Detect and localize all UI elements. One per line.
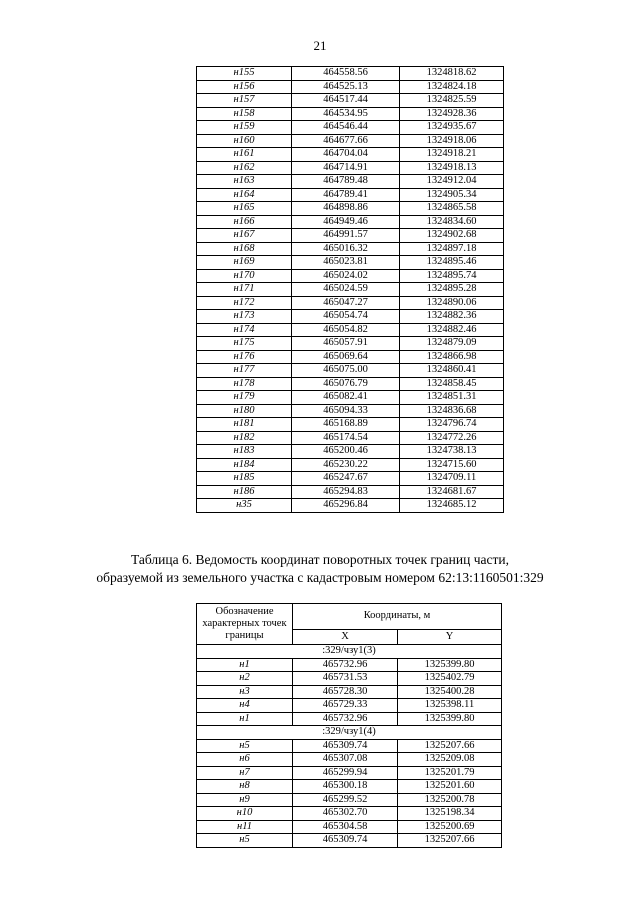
y-coordinate: 1324681.67 [400,485,504,499]
y-coordinate: 1324895.74 [400,269,504,283]
table-row [197,107,504,121]
table-row [197,337,504,351]
point-label: н179 [197,391,292,405]
header-point-designation: Обозначение характерных точек границы [197,604,293,645]
y-coordinate: 1324882.36 [400,310,504,324]
x-coordinate: 465296.84 [292,499,400,513]
x-coordinate: 465299.94 [293,766,398,780]
point-label: н178 [197,377,292,391]
y-coordinate: 1325201.60 [398,780,502,794]
section-row [197,645,502,659]
table-row [197,672,502,686]
point-label: н175 [197,337,292,351]
y-coordinate: 1325207.66 [398,739,502,753]
header-coordinates: Координаты, м [293,604,502,630]
table-row [197,269,504,283]
table-row [197,404,504,418]
caption-line-1: Таблица 6. Ведомость координат поворотных точек границ части, [131,552,509,567]
point-label: н167 [197,229,292,243]
table-row [197,310,504,324]
y-coordinate: 1324772.26 [400,431,504,445]
y-coordinate: 1324860.41 [400,364,504,378]
y-coordinate: 1324895.28 [400,283,504,297]
point-label: н183 [197,445,292,459]
x-coordinate: 464789.48 [292,175,400,189]
y-coordinate: 1324918.06 [400,134,504,148]
x-coordinate: 465054.74 [292,310,400,324]
x-coordinate: 464949.46 [292,215,400,229]
point-label: н169 [197,256,292,270]
x-coordinate: 465299.52 [293,793,398,807]
table-row [197,161,504,175]
y-coordinate: 1324836.68 [400,404,504,418]
table-row [197,242,504,256]
x-coordinate: 465247.67 [292,472,400,486]
y-coordinate: 1325200.78 [398,793,502,807]
x-coordinate: 464677.66 [292,134,400,148]
table-row [197,445,504,459]
table-caption [0,551,640,587]
x-coordinate: 465069.64 [292,350,400,364]
point-label: н166 [197,215,292,229]
point-label: н171 [197,283,292,297]
point-label: н161 [197,148,292,162]
x-coordinate: 465094.33 [292,404,400,418]
y-coordinate: 1324824.18 [400,80,504,94]
table-row [197,712,502,726]
point-label: н163 [197,175,292,189]
table-row [197,283,504,297]
x-coordinate: 465300.18 [293,780,398,794]
x-coordinate: 464546.44 [292,121,400,135]
point-label: н165 [197,202,292,216]
y-coordinate: 1324709.11 [400,472,504,486]
table-row [197,350,504,364]
x-coordinate: 465729.33 [293,699,398,713]
x-coordinate: 465168.89 [292,418,400,432]
x-coordinate: 464898.86 [292,202,400,216]
y-coordinate: 1324918.13 [400,161,504,175]
header-y: Y [398,629,502,644]
x-coordinate: 465174.54 [292,431,400,445]
y-coordinate: 1325402.79 [398,672,502,686]
x-coordinate: 465023.81 [292,256,400,270]
x-coordinate: 465728.30 [293,685,398,699]
point-label: н7 [197,766,293,780]
y-coordinate: 1325398.11 [398,699,502,713]
x-coordinate: 465294.83 [292,485,400,499]
point-label: н158 [197,107,292,121]
x-coordinate: 465024.02 [292,269,400,283]
x-coordinate: 465309.74 [293,834,398,848]
x-coordinate: 465047.27 [292,296,400,310]
table-row [197,834,502,848]
x-coordinate: 464704.04 [292,148,400,162]
table-row [197,458,504,472]
table-row [197,431,504,445]
x-coordinate: 465200.46 [292,445,400,459]
y-coordinate: 1324866.98 [400,350,504,364]
point-label: н173 [197,310,292,324]
table-row [197,148,504,162]
point-label: н172 [197,296,292,310]
x-coordinate: 465016.32 [292,242,400,256]
point-label: н180 [197,404,292,418]
x-coordinate: 465732.96 [293,658,398,672]
y-coordinate: 1325200.69 [398,820,502,834]
table-row [197,296,504,310]
point-label: н168 [197,242,292,256]
point-label: н176 [197,350,292,364]
y-coordinate: 1324851.31 [400,391,504,405]
y-coordinate: 1325198.34 [398,807,502,821]
point-label: н11 [197,820,293,834]
coordinates-table-6 [196,603,502,848]
point-label: н174 [197,323,292,337]
table-row [197,499,504,513]
point-label: н160 [197,134,292,148]
point-label: н182 [197,431,292,445]
table-row [197,175,504,189]
y-coordinate: 1324715.60 [400,458,504,472]
table-row [197,699,502,713]
point-label: н10 [197,807,293,821]
table-row [197,753,502,767]
x-coordinate: 464525.13 [292,80,400,94]
table-row [197,418,504,432]
table-row [197,766,502,780]
x-coordinate: 465024.59 [292,283,400,297]
table-row [197,256,504,270]
y-coordinate: 1324895.46 [400,256,504,270]
page-number: 21 [313,38,327,53]
section-title: :329/чзу1(3) [197,645,502,659]
table-row [197,229,504,243]
header-x: X [293,629,398,644]
table-row [197,780,502,794]
x-coordinate: 464534.95 [292,107,400,121]
point-label: н6 [197,753,293,767]
point-label: н8 [197,780,293,794]
y-coordinate: 1324902.68 [400,229,504,243]
point-label: н1 [197,658,293,672]
x-coordinate: 464714.91 [292,161,400,175]
point-label: н177 [197,364,292,378]
table-row [197,323,504,337]
y-coordinate: 1324928.36 [400,107,504,121]
y-coordinate: 1324865.58 [400,202,504,216]
table-row [197,377,504,391]
table-row [197,364,504,378]
x-coordinate: 465075.00 [292,364,400,378]
y-coordinate: 1324834.60 [400,215,504,229]
x-coordinate: 465309.74 [293,739,398,753]
caption-line-2: образуемой из земельного участка с кадастровым номером 62:13:1160501:329 [96,570,544,585]
x-coordinate: 464991.57 [292,229,400,243]
y-coordinate: 1324879.09 [400,337,504,351]
table-row [197,807,502,821]
y-coordinate: 1324905.34 [400,188,504,202]
table-row [197,121,504,135]
point-label: н5 [197,834,293,848]
table-row [197,134,504,148]
point-label: н3 [197,685,293,699]
point-label: н170 [197,269,292,283]
section-title: :329/чзу1(4) [197,726,502,740]
y-coordinate: 1324858.45 [400,377,504,391]
y-coordinate: 1325399.80 [398,712,502,726]
point-label: н35 [197,499,292,513]
x-coordinate: 465731.53 [293,672,398,686]
x-coordinate: 465732.96 [293,712,398,726]
table-row [197,202,504,216]
point-label: н155 [197,67,292,81]
point-label: н162 [197,161,292,175]
x-coordinate: 465076.79 [292,377,400,391]
point-label: н181 [197,418,292,432]
point-label: н5 [197,739,293,753]
x-coordinate: 465304.58 [293,820,398,834]
y-coordinate: 1325399.80 [398,658,502,672]
y-coordinate: 1324796.74 [400,418,504,432]
y-coordinate: 1324897.18 [400,242,504,256]
x-coordinate: 465082.41 [292,391,400,405]
point-label: н159 [197,121,292,135]
point-label: н1 [197,712,293,726]
table-row [197,739,502,753]
coordinates-table-continued [196,66,504,513]
y-coordinate: 1324738.13 [400,445,504,459]
y-coordinate: 1325201.79 [398,766,502,780]
point-label: н156 [197,80,292,94]
table-row [197,391,504,405]
table-row [197,472,504,486]
point-label: н9 [197,793,293,807]
table-row [197,485,504,499]
x-coordinate: 464558.56 [292,67,400,81]
y-coordinate: 1324882.46 [400,323,504,337]
section-row [197,726,502,740]
point-label: н157 [197,94,292,108]
y-coordinate: 1324825.59 [400,94,504,108]
x-coordinate: 465057.91 [292,337,400,351]
x-coordinate: 465307.08 [293,753,398,767]
table-row [197,793,502,807]
x-coordinate: 465054.82 [292,323,400,337]
point-label: н4 [197,699,293,713]
point-label: н2 [197,672,293,686]
point-label: н184 [197,458,292,472]
table-row [197,820,502,834]
y-coordinate: 1325207.66 [398,834,502,848]
y-coordinate: 1325400.28 [398,685,502,699]
y-coordinate: 1324912.04 [400,175,504,189]
table-row [197,215,504,229]
point-label: н185 [197,472,292,486]
table-row [197,94,504,108]
table-row [197,188,504,202]
x-coordinate: 465302.70 [293,807,398,821]
y-coordinate: 1324935.67 [400,121,504,135]
point-label: н164 [197,188,292,202]
table-row [197,658,502,672]
y-coordinate: 1324685.12 [400,499,504,513]
y-coordinate: 1324918.21 [400,148,504,162]
y-coordinate: 1325209.08 [398,753,502,767]
table-row [197,685,502,699]
table-row [197,80,504,94]
y-coordinate: 1324818.62 [400,67,504,81]
point-label: н186 [197,485,292,499]
x-coordinate: 464517.44 [292,94,400,108]
x-coordinate: 465230.22 [292,458,400,472]
table-row [197,67,504,81]
x-coordinate: 464789.41 [292,188,400,202]
y-coordinate: 1324890.06 [400,296,504,310]
